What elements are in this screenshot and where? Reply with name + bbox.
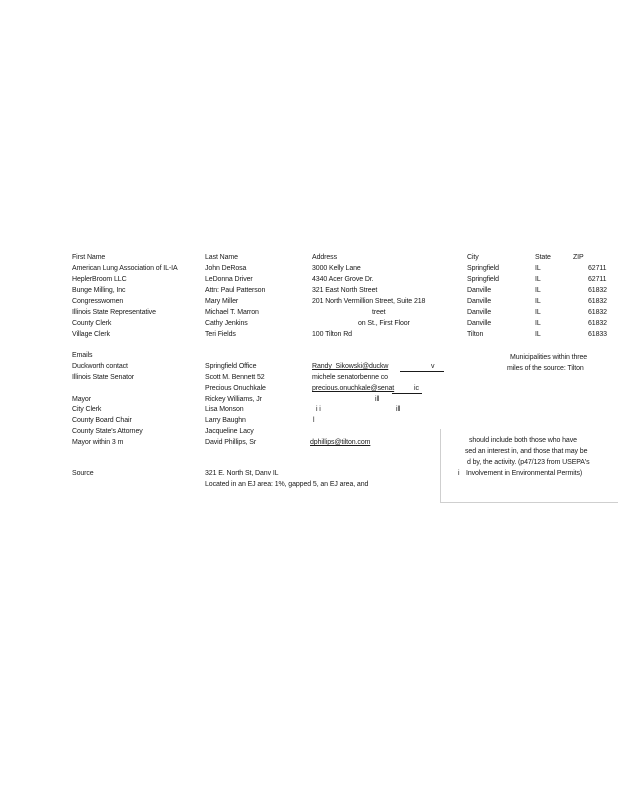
box-note-line3: d by, the activity. (p47/123 from USEPA's [467,459,590,466]
contact-first: County Clerk [72,320,112,327]
contact-city: Tilton [467,331,484,338]
contact-first: American Lung Association of IL-IA [72,265,178,272]
box-note-line4: Involvement in Environmental Permits) [466,470,583,477]
box-note-line1: should include both those who have [469,437,577,444]
contact-last: Attn: Paul Patterson [205,287,266,294]
table-row [0,309,618,319]
contact-city: Danville [467,309,492,316]
source-ej-area: Located in an EJ area: 1%, gapped 5, an EJ area, and [205,481,369,488]
contact-zip: 61832 [588,287,607,294]
email-link[interactable]: Randy_Sikowski@duckw [312,363,389,370]
contact-state: IL [535,298,541,305]
email-link[interactable]: michele senatorbenne co [312,374,388,381]
contact-state: IL [535,276,541,283]
contact-first: Village Clerk [72,331,110,338]
contact-last: Teri Fields [205,331,236,338]
email-row [0,417,618,427]
contact-city: Danville [467,320,492,327]
contact-state: IL [535,309,541,316]
contact-zip: 61833 [588,331,607,338]
header-city: City [467,254,479,261]
email-last: Lisa Monson [205,406,244,413]
contact-zip: 61832 [588,320,607,327]
email-row [0,374,618,384]
email-link-tail: ill [396,406,401,413]
header-row [0,254,618,264]
table-row [0,331,618,341]
email-last: David Phillips, Sr [205,439,257,446]
contact-city: Springfield [467,265,499,272]
contact-first: HeplerBroom LLC [72,276,127,283]
email-first: County State's Attorney [72,428,143,435]
email-first: Mayor within 3 m [72,439,124,446]
email-row [0,385,618,395]
email-link-tail: ic [414,385,419,392]
box-note-line2: sed an interest in, and those that may be [465,448,588,455]
municipalities-note-line2: miles of the source: Tilton [507,365,584,372]
contact-first: Congresswomen [72,298,124,305]
contact-address: 4340 Acer Grove Dr. [312,276,374,283]
contact-last: LeDonna Driver [205,276,253,283]
email-last: Rickey Williams, Jr [205,396,262,403]
contact-address: 201 North Vermillion Street, Suite 218 [312,298,426,305]
table-row [0,320,618,330]
contact-city: Danville [467,298,492,305]
email-last: Jacqueline Lacy [205,428,254,435]
header-first-name: First Name [72,254,106,261]
contact-address: 100 Tilton Rd [312,331,352,338]
source-address: 321 E. North St, Danv IL [205,470,279,477]
contact-first: Bunge Milling, Inc [72,287,126,294]
email-last: Larry Baughn [205,417,246,424]
email-underline [400,371,444,372]
contact-address: 3000 Kelly Lane [312,265,361,272]
email-last: Springfield Office [205,363,257,370]
header-state: State [535,254,551,261]
municipalities-note-line1: Municipalities within three [510,354,588,361]
contact-state: IL [535,331,541,338]
header-address: Address [312,254,337,261]
table-row [0,287,618,297]
email-underline [392,393,422,394]
contact-state: IL [535,287,541,294]
email-link[interactable]: precious.onuchkale@senat [312,385,395,392]
contact-address: treet [372,309,386,316]
contact-last: Michael T. Marron [205,309,259,316]
email-last: Scott M. Bennett 52 [205,374,265,381]
email-row [0,406,618,416]
email-first: City Clerk [72,406,102,413]
email-link[interactable]: i i [316,406,321,413]
email-first: County Board Chair [72,417,132,424]
contact-zip: 61832 [588,309,607,316]
contact-zip: 61832 [588,298,607,305]
contact-address: on St., First Floor [358,320,410,327]
contact-last: Cathy Jenkins [205,320,248,327]
contact-zip: 62711 [588,276,607,283]
contact-state: IL [535,320,541,327]
email-link-tail: v [431,363,435,370]
email-link-tail: ill [375,396,380,403]
contact-zip: 62711 [588,265,607,272]
contact-last: John DeRosa [205,265,247,272]
contact-last: Mary Miller [205,298,239,305]
contact-city: Springfield [467,276,499,283]
email-link[interactable]: l [313,417,315,424]
contact-city: Danville [467,287,492,294]
table-row [0,276,618,286]
email-last: Precious Onuchkale [205,385,266,392]
email-row [0,363,618,373]
header-zip: ZIP [573,254,584,261]
contact-state: IL [535,265,541,272]
email-first: Illinois State Senator [72,374,135,381]
source-label: Source [72,470,94,477]
email-first: Mayor [72,396,91,403]
table-row [0,298,618,308]
email-row [0,396,618,406]
emails-heading: Emails [72,352,93,359]
table-row [0,265,618,275]
email-first: Duckworth contact [72,363,128,370]
contact-address: 321 East North Street [312,287,378,294]
header-last-name: Last Name [205,254,238,261]
contact-first: Illinois State Representative [72,309,156,316]
email-link[interactable]: dphillips@tilton.com [310,439,371,446]
box-note-prefix: i [458,470,460,477]
